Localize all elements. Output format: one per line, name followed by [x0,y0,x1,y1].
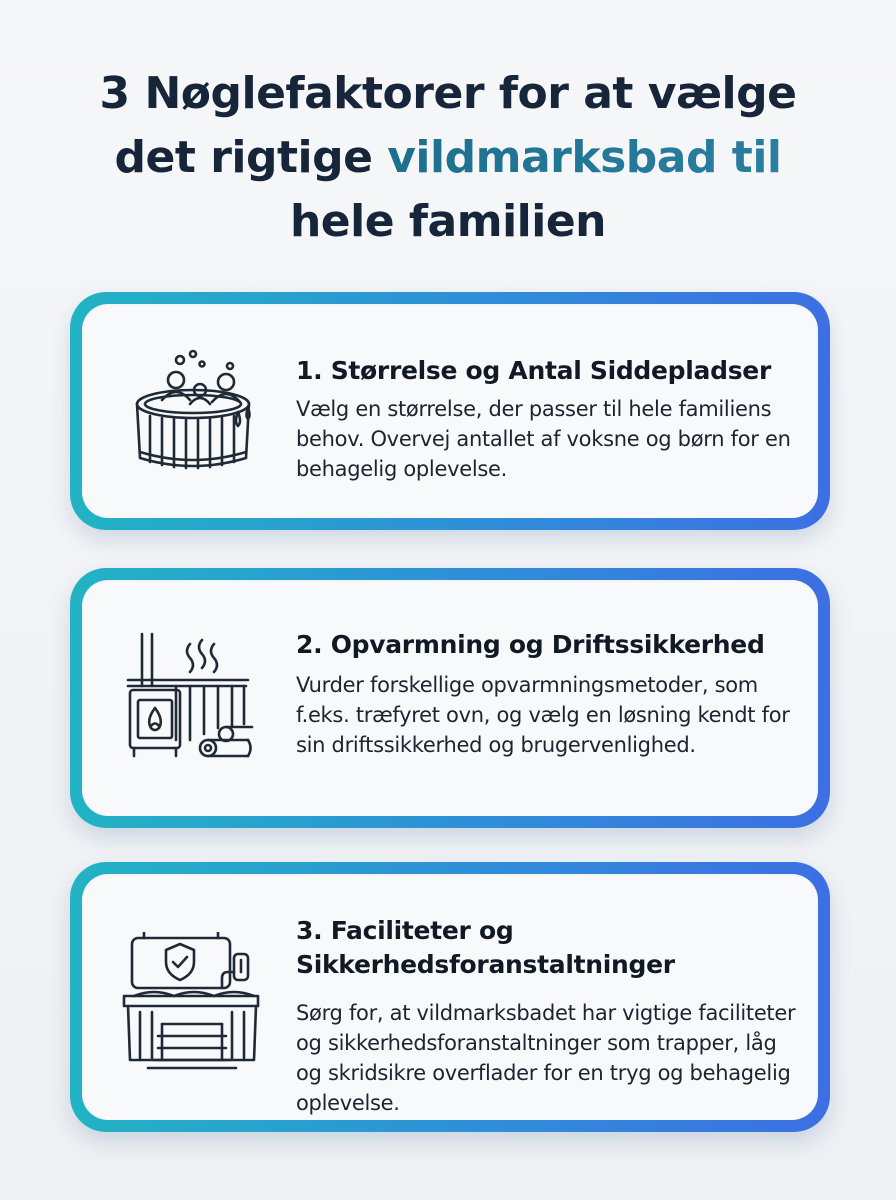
factor-card-2-title: 2. Opvarmning og Driftssikkerhed [296,630,765,659]
factor-card-3-text: Sørg for, at vildmarksbadet har vigtige faciliteter og sikkerhedsforanstaltninger som trapper, låg og skridsikre overflader for en tryg og behagelig oplevelse. [296,1001,796,1115]
page-title [40,62,856,254]
title-line-1: 3 Nøglefaktorer for at vælge [99,68,797,119]
factor-card-1-text: Vælg en størrelse, der passer til hele familiens behov. Overvej antallet af voksne og børn for en behagelig oplevelse. [296,397,791,481]
factor-card-2-text: Vurder forskellige opvarmningsmetoder, som f.eks. træfyret ovn, og vælg en løsning kendt for sin driftssikkerhed og brugervenlighed. [296,673,790,757]
hot-tub-family-icon [118,334,268,484]
wood-stove-icon [118,624,268,774]
factor-card-3-body [82,874,818,1120]
safe-hot-tub-icon [118,932,268,1082]
factor-card-1 [70,292,830,530]
title-line-2-dark: det rigtige [114,132,388,183]
factor-card-1-title: 1. Størrelse og Antal Siddepladser [296,356,771,385]
factor-card-2-body [82,580,818,816]
factor-card-1-body [82,304,818,518]
factor-card-3-title: 3. Faciliteter og Sikkerhedsforanstaltninger [296,916,675,979]
title-line-3: hele familien [289,196,606,247]
factor-card-3 [70,862,830,1132]
title-line-2-accent: vildmarksbad til [387,132,782,183]
factor-card-2 [70,568,830,828]
